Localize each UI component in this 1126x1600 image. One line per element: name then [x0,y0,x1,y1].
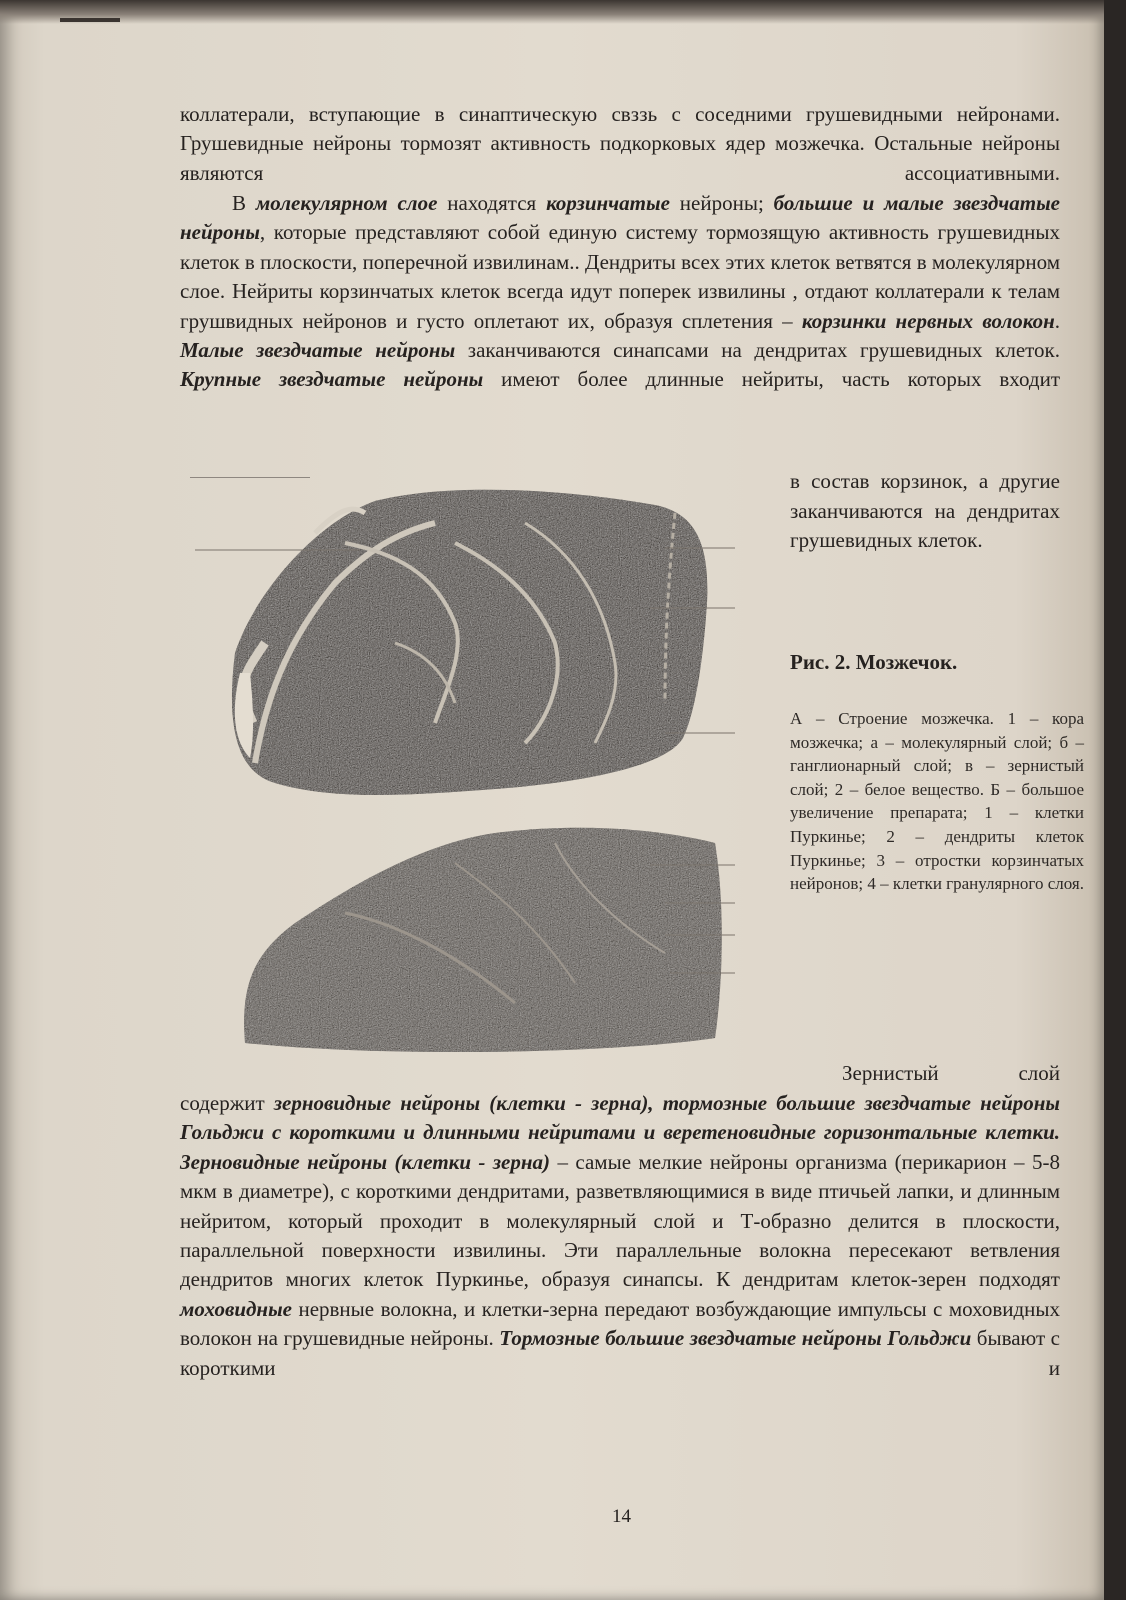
cerebellum-micrograph [195,483,755,1058]
panel-a-section [232,490,707,795]
paragraph-2 [180,189,1060,395]
paragraph-3-lead [842,1059,1060,1088]
emphasized-term: молекулярном слое [255,191,438,215]
paragraph-1 [180,100,1060,188]
text-run: в состав корзинок, а другие заканчиваются на дендритах грушевидных клеток. [790,469,1060,553]
figure-caption-body: А – Строение мозжечка. 1 – кора мозжечка; а – молекулярный слой; б – ганглионарный слой; в – зернистый слой; 2 – белое вещество. Б – большое увеличение препарата; 1 – клетки Пуркинье; 2 – дендриты клеток Пуркинье; 3 – отростки корзинчатых нейронов; 4 – клетки гранулярного слоя. [790,709,1085,894]
emphasized-term: Тормозные большие звездчатые нейроны Гольджи [499,1326,972,1351]
emphasized-term: Малые звездчатые нейроны [180,338,456,363]
page-top-edge [0,0,1104,24]
panel-b-section [244,828,722,1052]
text-run: бывают с короткими и [180,1326,1060,1380]
text-run: содержит [180,1091,274,1115]
text-run: . [1054,308,1061,333]
emphasized-term: моховидные [180,1296,292,1321]
text-run: имеют более длинные нейриты, часть которых входит [483,367,1060,392]
text-underline-rule [190,477,310,478]
emphasized-term: зерновидные нейроны (клетки - зерна), тормозные большие звездчатые нейроны Гольджи с короткими и длинными нейритами и веретеновидные горизонтальные [180,1091,1060,1145]
paragraph-2-continuation [790,467,1060,556]
text-run: Зернистый слой [842,1061,1060,1085]
emphasized-term: корзинки нервных волокон [801,308,1055,333]
emphasized-term: клетки. [985,1120,1061,1145]
emphasized-term: корзинчатые [546,191,670,215]
text-run: находятся [437,191,547,215]
text-run: нейроны; [669,191,774,215]
figure-caption-title: Рис. 2. Мозжечок. [790,650,958,674]
emphasized-term: Крупные звездчатые нейроны [180,367,484,392]
paragraph-3 [180,1089,1060,1383]
text-run: заканчиваются синапсами на дендритах грушевидных клеток. [455,338,1060,363]
text-run: , которые представляют собой единую систему тормозящую активность грушевидных клеток в плоскости, поперечной извилинам.. Дендриты всех этих клеток ветвятся в молекулярном слое. Нейриты корзинчатых клеток всегда идут поперек извилины , отдают коллатерали к телам грушвидных нейронов и густо оплетают их, образуя сплетения – [180,220,1060,333]
page-number: 14 [612,1506,631,1527]
text-run: коллатерали, вступающие в синаптическую свззь с соседними грушевидными нейронами. Грушевидные нейроны тормозят активность подкорковых ядер мозжечка. Остальные нейроны являются ассоциативными. [180,102,1060,185]
emphasized-term: большие и малые звездчатые нейроны [180,191,1061,245]
edge-mark [60,18,120,22]
emphasized-term: Зерновидные нейроны (клетки - зерна) [180,1149,551,1174]
text-run: нервные волокна, и клетки-зерна передают возбуждающие импульсы с моховидных волокон на грушевидные нейроны. [180,1296,1060,1351]
text-run: В [232,191,256,215]
text-run: – самые мелкие нейроны организма (перикарион – 5-8 мкм в диаметре), с короткими дендритами, разветвляющимися в виде птичьей лапки, и длинным нейритом, который проходит в молекулярный слой и Т-образно делится в плоскости, параллельной поверхности извилины. Эти параллельные волокна пересекают ветвления дендритов многих клеток Пуркинье, образуя синапсы. К дендритам клеток-зерен подходят [180,1149,1060,1292]
